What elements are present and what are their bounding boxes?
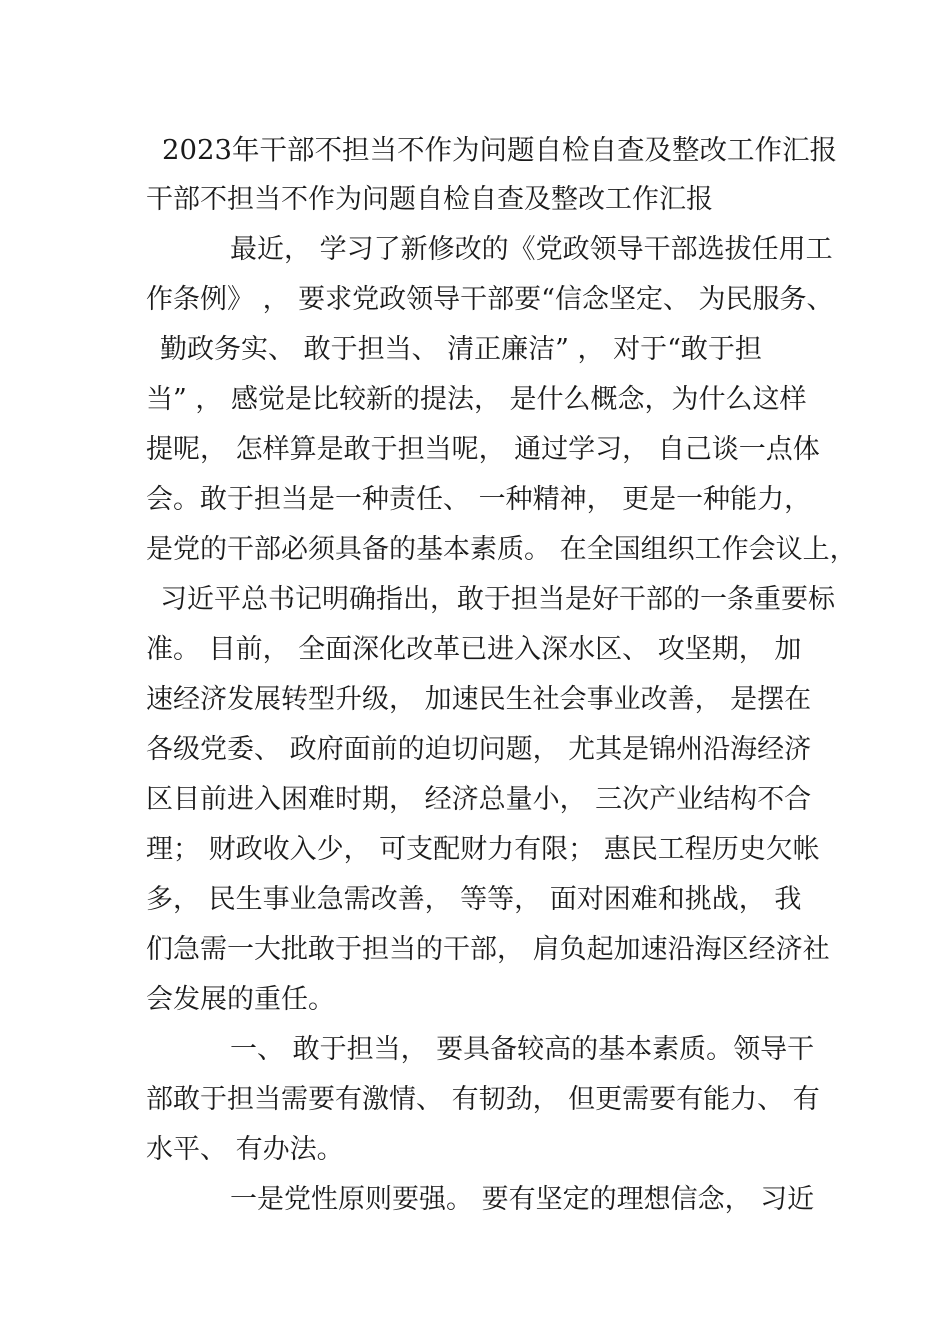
body-line: 理； 财政收入少， 可支配财力有限； 惠民工程历史欠帐 xyxy=(146,834,820,865)
body-line: 会发展的重任。 xyxy=(146,984,335,1015)
body-line: 们急需一大批敢于担当的干部， 肩负起加速沿海区经济社 xyxy=(146,934,830,965)
body-line: 当” ， 感觉是比较新的提法， 是什么概念，为什么这样 xyxy=(146,384,807,415)
body-line: 水平、 有办法。 xyxy=(146,1134,344,1165)
body-line: 区目前进入困难时期， 经济总量小， 三次产业结构不合 xyxy=(146,784,812,815)
body-line: 准。 目前， 全面深化改革已进入深水区、 攻坚期， 加 xyxy=(146,634,802,665)
body-line: 速经济发展转型升级， 加速民生社会事业改善， 是摆在 xyxy=(146,684,812,715)
body-line: 部敢于担当需要有激情、 有韧劲， 但更需要有能力、 有 xyxy=(146,1084,820,1115)
body-line: 提呢， 怎样算是敢于担当呢， 通过学习， 自己谈一点体 xyxy=(146,434,820,465)
body-line: 会。敢于担当是一种责任、 一种精神， 更是一种能力， xyxy=(146,484,812,515)
body-line: 一是党性原则要强。 要有坚定的理想信念， 习近 xyxy=(230,1184,815,1215)
document-title: 2023年干部不担当不作为问题自检自查及整改工作汇报 xyxy=(162,134,837,166)
body-line: 多， 民生事业急需改善， 等等， 面对困难和挑战， 我 xyxy=(146,884,802,915)
body-line: 是党的干部必须具备的基本素质。 在全国组织工作会议上， xyxy=(146,534,857,565)
body-line: 勤政务实、 敢于担当、 清正廉洁” ， 对于“敢于担 xyxy=(160,334,762,365)
section-heading-line: 一、 敢于担当， 要具备较高的基本素质。领导干 xyxy=(230,1034,815,1065)
body-line: 作条例》 ， 要求党政领导干部要“信念坚定、 为民服务、 xyxy=(146,284,834,315)
body-line: 习近平总书记明确指出，敢于担当是好干部的一条重要标 xyxy=(160,584,835,615)
body-line: 最近， 学习了新修改的《党政领导干部选拔任用工 xyxy=(230,234,833,265)
body-line: 各级党委、 政府面前的迫切问题， 尤其是锦州沿海经济 xyxy=(146,734,812,765)
document-subtitle: 干部不担当不作为问题自检自查及整改工作汇报 xyxy=(146,184,713,215)
